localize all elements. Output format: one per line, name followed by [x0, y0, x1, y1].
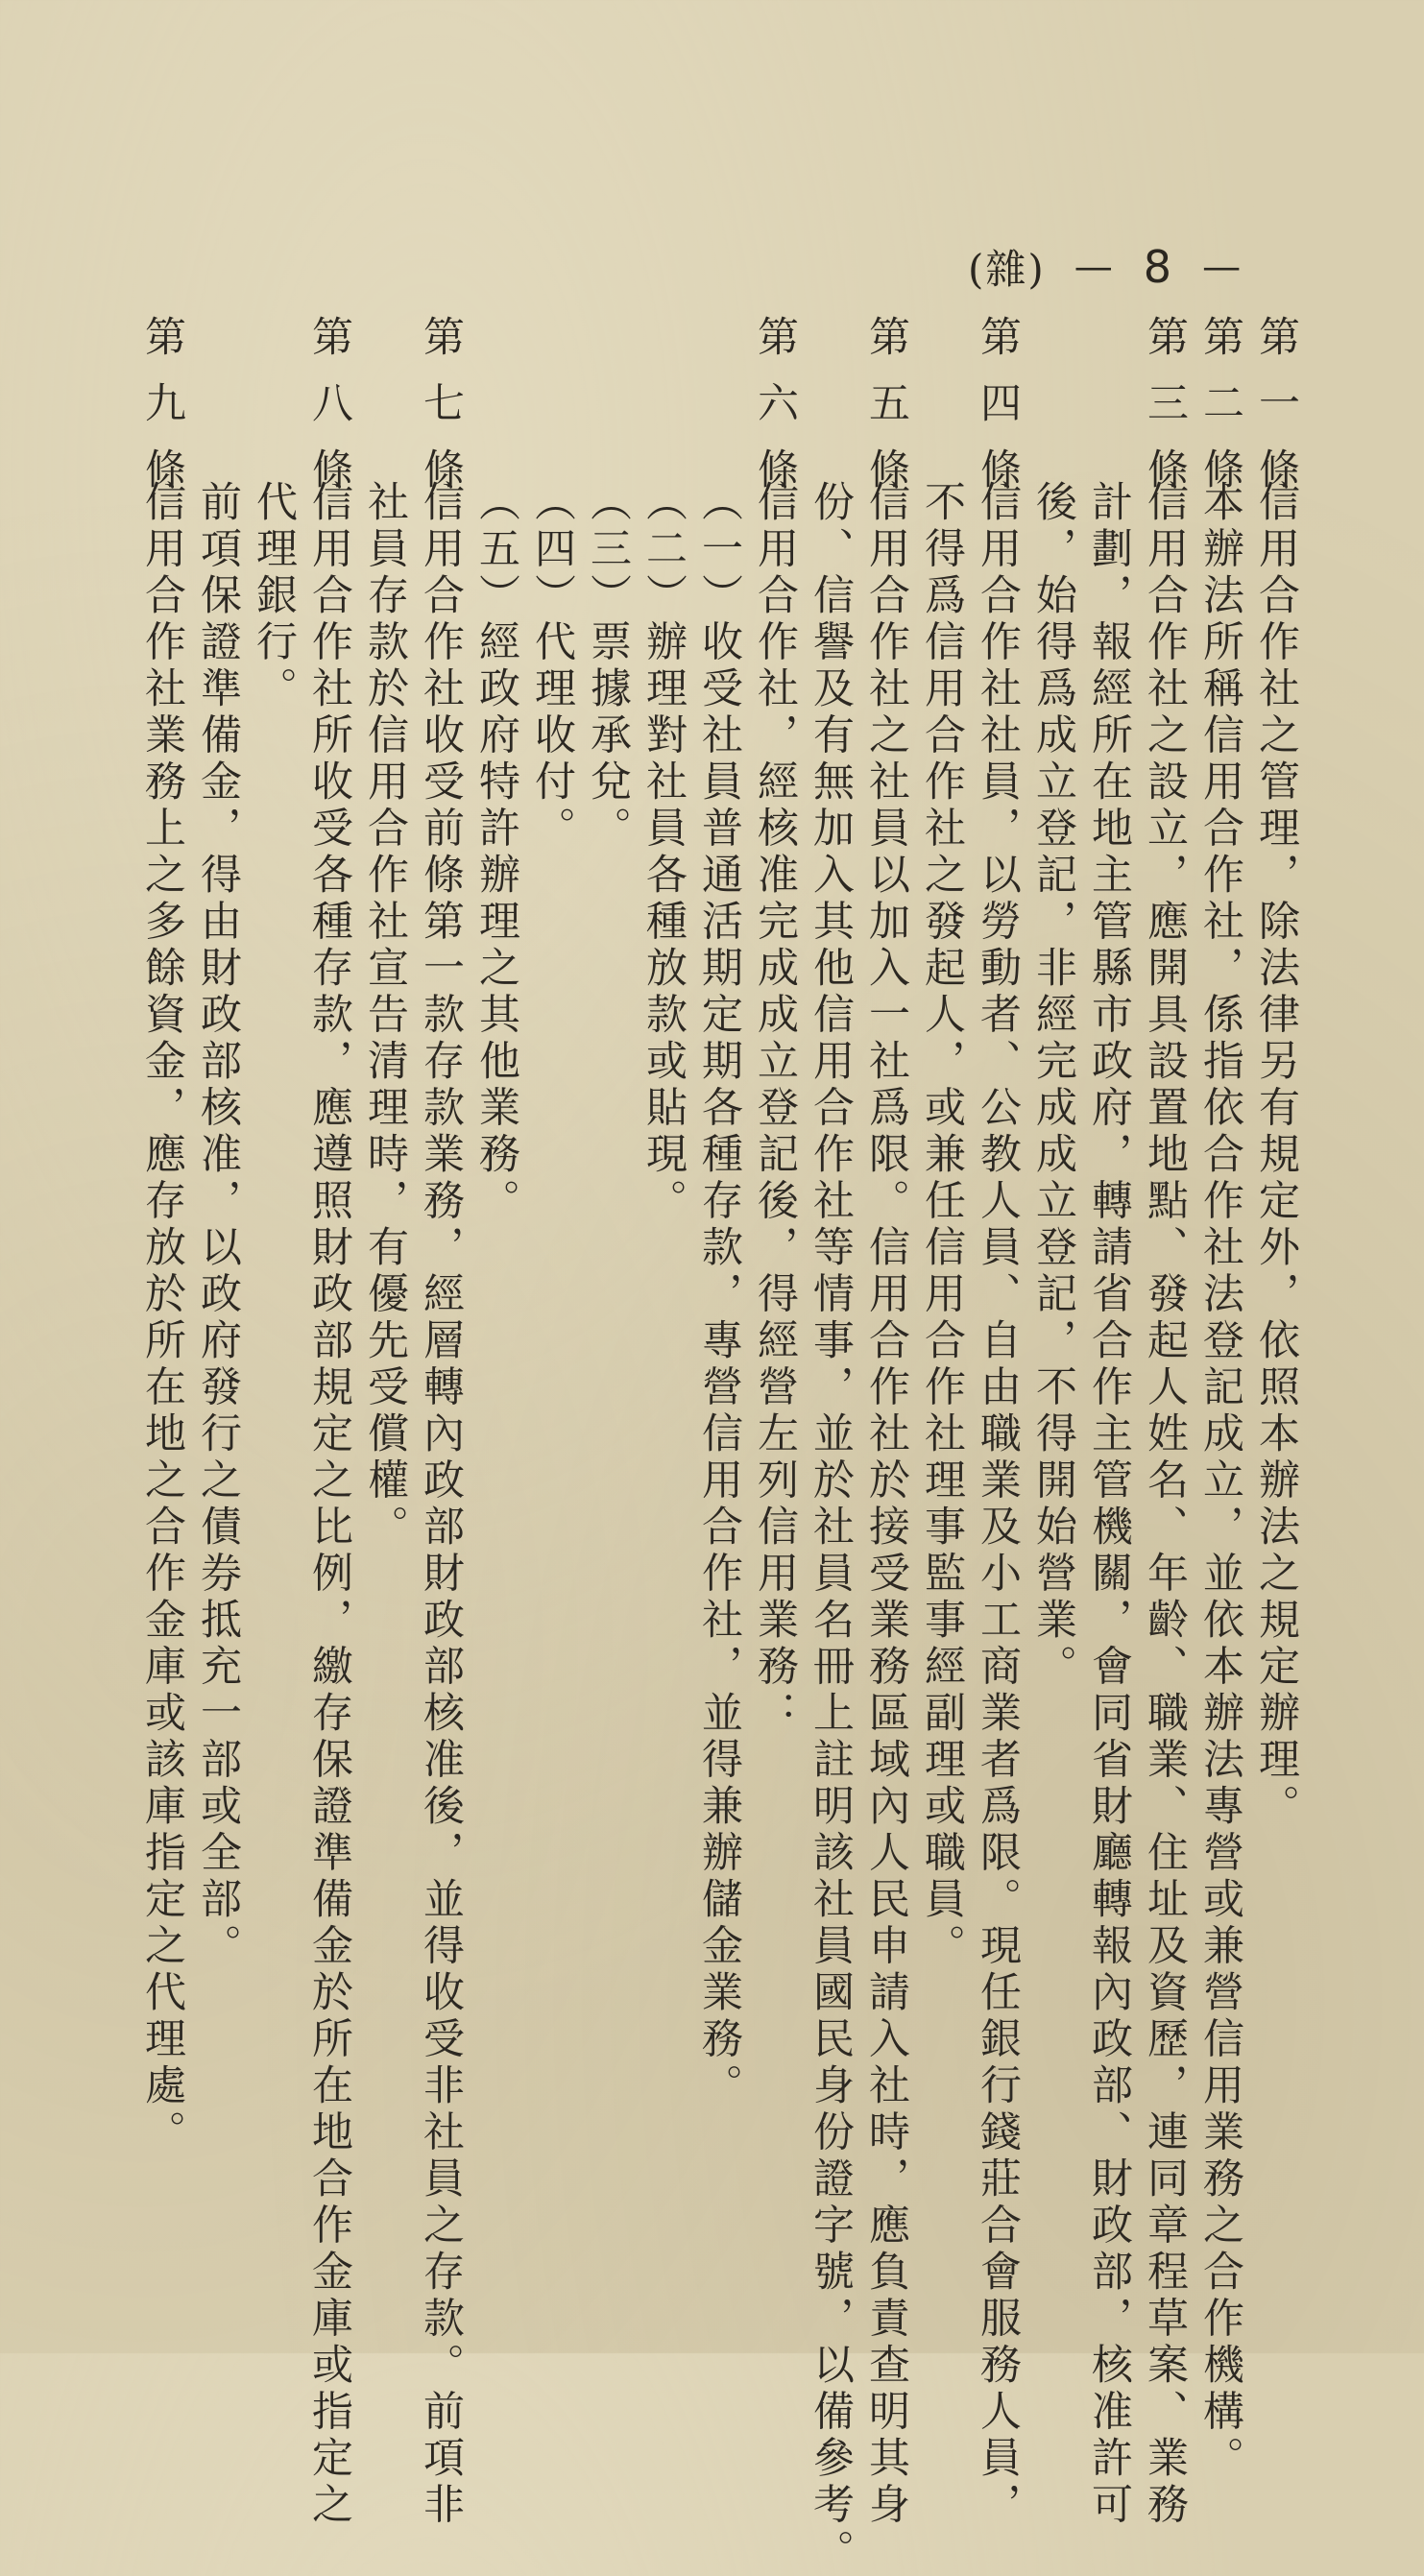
article-5-label: 第五條 — [862, 315, 910, 514]
article-3-line-1: 信用合作社之設立，應開具設置地點、發起人姓名、年齡、職業、住址及資歷，連同章程草案、業務 — [1141, 480, 1189, 2529]
article-2-label: 第二條 — [1196, 315, 1244, 514]
article-3-line-2: 計劃，報經所在地主管縣市政府，轉請省合作主管機關，會同省財廳轉報內政部、財政部，核准許可 — [1085, 480, 1133, 2529]
dash-left: — — [1074, 245, 1115, 289]
article-3-line-3: 後，始得爲成立登記，非經完成成立登記，不得開始營業。 — [1029, 480, 1077, 1691]
article-8-label: 第八條 — [305, 315, 353, 514]
article-6-item-3: （三）票據承兌。 — [584, 480, 632, 853]
article-8-line-3: 前項保證準備金，得由財政部核准，以政府發行之債券抵充一部或全部。 — [194, 480, 242, 1970]
article-4-line-2: 不得爲信用合作社之發起人，或兼任信用合作社理事監事經副理或職員。 — [918, 480, 966, 1970]
article-8-line-1: 信用合作社所收受各種存款，應遵照財政部規定之比例，繳存保證準備金於所在地合作金庫或指定之 — [305, 480, 353, 2529]
article-1-label: 第一條 — [1252, 315, 1300, 514]
article-6-line-1: 信用合作社，經核准完成成立登記後，得經營左列信用業務： — [751, 480, 799, 1738]
dash-right: — — [1202, 245, 1243, 289]
article-9-line-1: 信用合作社業務上之多餘資金，應存放於所在地之合作金庫或該庫指定之代理處。 — [138, 480, 186, 2156]
article-1-line-1: 信用合作社之管理，除法律另有規定外，依照本辦法之規定辦理。 — [1252, 480, 1300, 1831]
article-5-line-2: 份、信譽及有無加入其他信用合作社等情事，並於社員名冊上註明該社員國民身份證字號，以備參考。 — [807, 480, 855, 2576]
article-6-item-2: （二）辦理對社員各種放款或貼現。 — [640, 480, 688, 1225]
article-6-item-5: （五）經政府特許辦理之其他業務。 — [472, 480, 520, 1225]
article-6-item-4: （四）代理收付。 — [528, 480, 576, 853]
article-5-line-1: 信用合作社之社員以加入一社爲限。信用合作社於接受業務區域內人民申請入社時，應負責查明其身 — [862, 480, 910, 2529]
article-4-label: 第四條 — [974, 315, 1022, 514]
article-8-line-2: 代理銀行。 — [250, 480, 298, 713]
article-7-line-2: 社員存款於信用合作社宣告清理時，有優先受償權。 — [361, 480, 409, 1552]
article-7-line-1: 信用合作社收受前條第一款存款業務，經層轉內政部財政部核准後，並得收受非社員之存款。前項非 — [417, 480, 465, 2529]
article-6-item-1: （一）收受社員普通活期定期各種存款，專營信用合作社，並得兼辦儲金業務。 — [695, 480, 743, 2110]
section-mark: (雜) — [968, 246, 1046, 293]
article-3-label: 第三條 — [1141, 315, 1189, 514]
article-7-label: 第七條 — [417, 315, 465, 514]
page-number: 8 — [1143, 241, 1174, 293]
page-header — [968, 238, 1243, 296]
article-6-label: 第六條 — [751, 315, 799, 514]
article-2-line-1: 本辦法所稱信用合作社，係指依合作社法登記成立，並依本辦法專營或兼營信用業務之合作機構。 — [1196, 480, 1244, 2483]
article-4-line-1: 信用合作社社員，以勞動者、公教人員、自由職業及小工商業者爲限。現任銀行錢莊合會服務人員， — [974, 480, 1022, 2529]
article-9-label: 第九條 — [138, 315, 186, 514]
